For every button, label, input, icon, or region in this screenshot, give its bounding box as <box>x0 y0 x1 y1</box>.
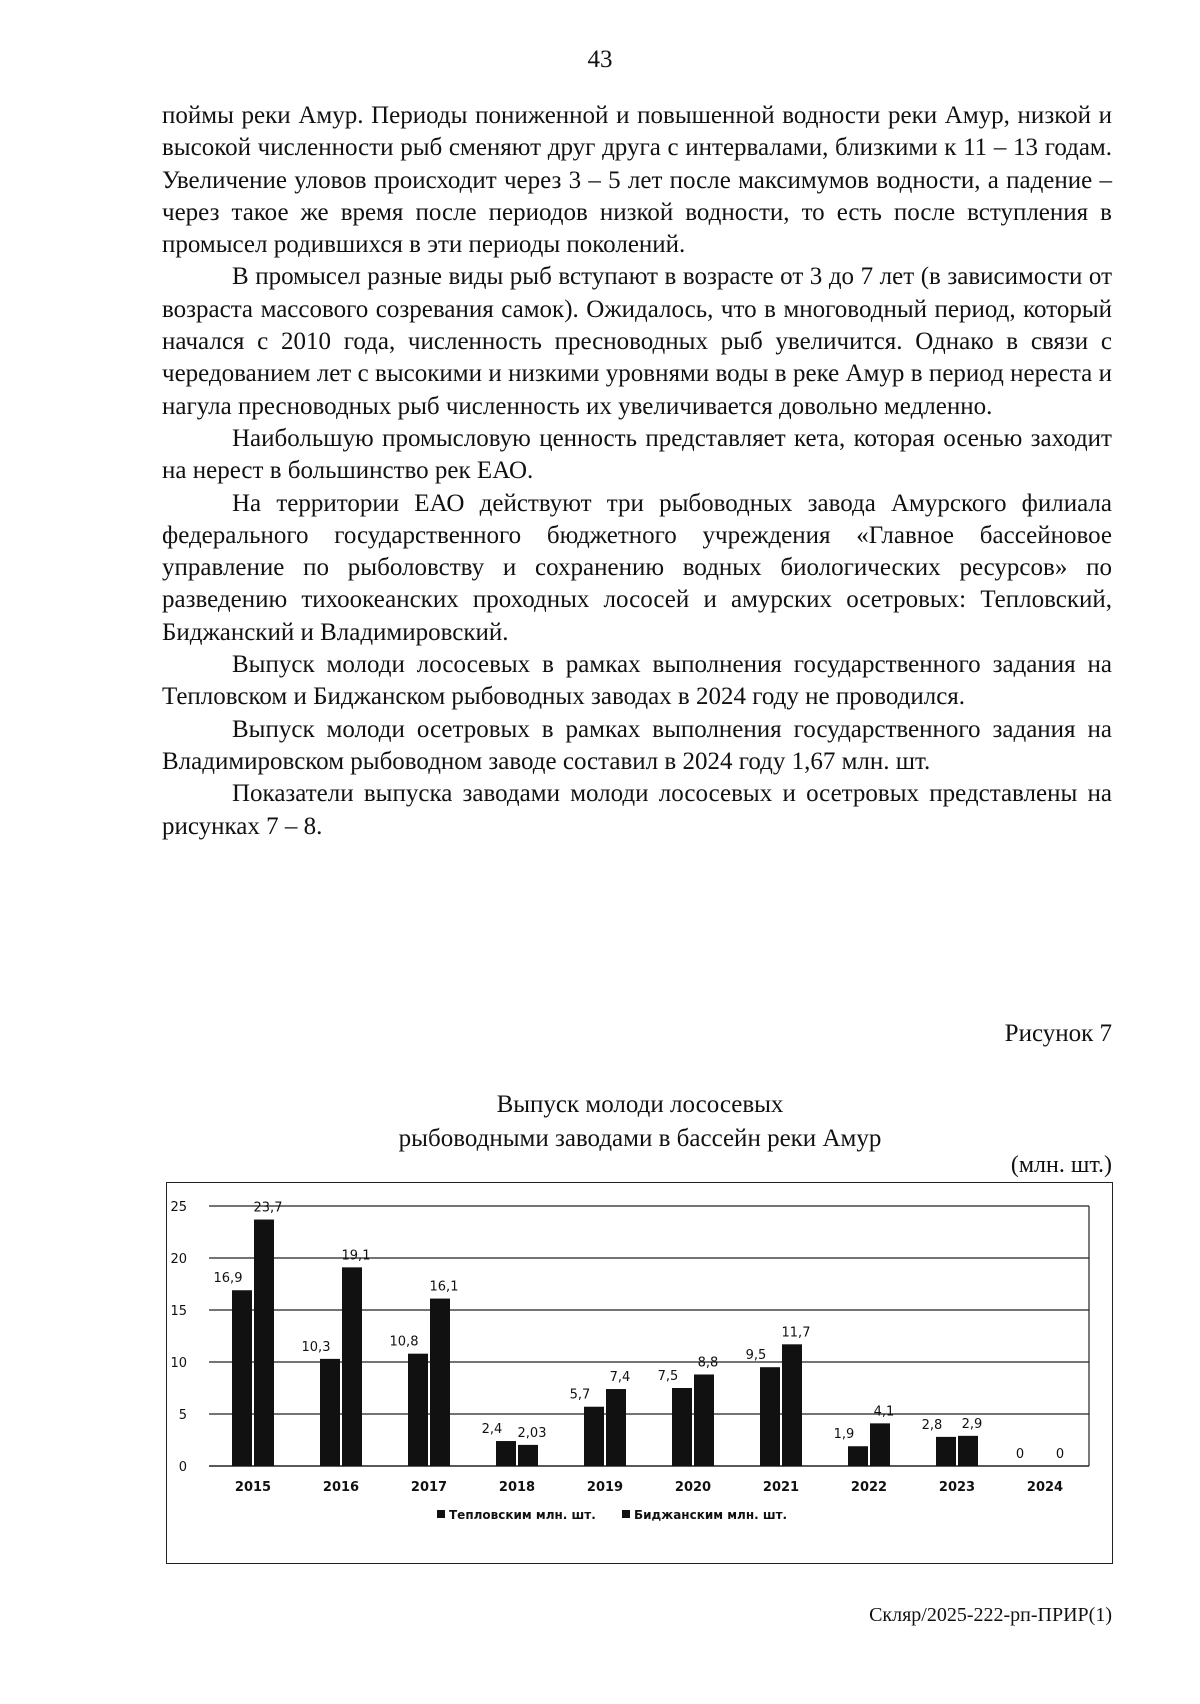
data-label: 0 <box>1015 1447 1025 1462</box>
data-label: 10,3 <box>301 1339 331 1355</box>
bar-bidzhansky <box>606 1389 626 1466</box>
bar-bidzhansky <box>958 1436 978 1466</box>
paragraph-4: На территории ЕАО действуют три рыбоводных завода Амурского филиала федерального государственного бюджетного учреждения «Главное бассейновое управление по рыболовству и сохранению водных биологических ресурсов» по разведению тихоокеанских проходных лососей и амурских осетровых: Тепловский, Биджанский и Владимировский. <box>162 489 1112 646</box>
x-tick-label: 2017 <box>410 1480 448 1495</box>
y-tick-label: 5 <box>178 1408 187 1423</box>
bar-teplovsky <box>672 1388 692 1466</box>
bar-teplovsky <box>760 1367 780 1466</box>
body-text <box>162 100 1112 843</box>
x-tick-label: 2015 <box>234 1480 272 1495</box>
y-tick-label: 15 <box>170 1304 187 1319</box>
bar-bidzhansky <box>694 1374 714 1466</box>
figure-label: Рисунок 7 <box>1004 1020 1112 1047</box>
bar-teplovsky <box>232 1290 252 1466</box>
bar-bidzhansky <box>342 1267 362 1466</box>
data-label: 4,1 <box>873 1404 895 1420</box>
x-tick-label: 2024 <box>1026 1480 1064 1495</box>
chart-title-line-2: рыбоводными заводами в бассейн реки Амур <box>398 1125 882 1152</box>
data-label: 2,03 <box>517 1425 547 1441</box>
legend-label: Биджанским млн. шт. <box>634 1508 788 1522</box>
chart-title <box>0 1088 1200 1156</box>
x-tick-label: 2018 <box>498 1480 536 1495</box>
x-tick-label: 2016 <box>322 1480 360 1495</box>
chart-frame <box>166 1182 1113 1564</box>
paragraph-7: Показатели выпуска заводами молоди лососевых и осетровых представлены на рисунках 7 – 8. <box>162 780 1112 840</box>
bar-teplovsky <box>584 1407 604 1466</box>
data-label: 9,5 <box>745 1348 767 1364</box>
paragraph-1: поймы реки Амур. Периоды пониженной и повышенной водности реки Амур, низкой и высокой численности рыб сменяют друг друга с интервалами, близкими к 11 – 13 годам. Увеличение уловов происходит через 3 – 5 лет после максимумов водности, а падение – через такое же время после периодов низкой водности, то есть после вступления в промысел родившихся в эти периоды поколений. <box>162 102 1112 259</box>
data-label: 16,9 <box>213 1271 243 1287</box>
bar-teplovsky <box>848 1446 868 1466</box>
legend-swatch <box>437 1510 445 1518</box>
data-label: 1,9 <box>833 1427 855 1443</box>
bar-bidzhansky <box>518 1445 538 1466</box>
data-label: 2,4 <box>481 1422 503 1438</box>
bar-teplovsky <box>936 1437 956 1466</box>
bar-chart <box>167 1183 1111 1562</box>
bar-teplovsky <box>320 1359 340 1466</box>
bar-bidzhansky <box>782 1344 802 1466</box>
y-tick-label: 25 <box>170 1200 187 1215</box>
bar-bidzhansky <box>254 1220 274 1466</box>
data-label: 7,4 <box>609 1370 631 1386</box>
chart-title-line-1: Выпуск молоди лососевых <box>496 1091 784 1118</box>
data-label: 7,5 <box>657 1369 679 1384</box>
data-label: 10,8 <box>389 1334 419 1350</box>
x-tick-label: 2020 <box>674 1480 712 1495</box>
legend-label: Тепловским млн. шт. <box>449 1508 596 1522</box>
data-label: 23,7 <box>253 1200 283 1216</box>
paragraph-3: Наибольшую промысловую ценность представляет кета, которая осенью заходит на нерест в большинство рек ЕАО. <box>162 424 1112 485</box>
data-label: 11,7 <box>781 1325 811 1341</box>
data-label: 5,7 <box>569 1387 591 1403</box>
bar-bidzhansky <box>870 1423 890 1466</box>
paragraph-6: Выпуск молоди осетровых в рамках выполнения государственного задания на Владимировском рыбоводном заводе составил в 2024 году 1,67 млн. шт. <box>162 715 1112 775</box>
bar-teplovsky <box>496 1441 516 1466</box>
y-tick-label: 0 <box>178 1460 187 1475</box>
x-tick-label: 2023 <box>938 1480 976 1495</box>
page-number: 43 <box>587 46 613 73</box>
data-label: 19,1 <box>341 1248 371 1264</box>
data-label: 2,8 <box>921 1417 943 1433</box>
data-label: 8,8 <box>697 1355 719 1371</box>
bar-bidzhansky <box>430 1299 450 1466</box>
paragraph-5: Выпуск молоди лососевых в рамках выполнения государственного задания на Тепловском и Биджанском рыбоводных заводах в 2024 году не проводился. <box>162 651 1112 711</box>
chart-units: (млн. шт.) <box>1010 1152 1112 1178</box>
legend-swatch <box>622 1510 630 1518</box>
data-label: 0 <box>1055 1447 1065 1462</box>
x-tick-label: 2021 <box>762 1480 800 1495</box>
y-tick-label: 20 <box>170 1252 187 1267</box>
data-label: 2,9 <box>961 1416 983 1432</box>
paragraph-2: В промысел разные виды рыб вступают в возрасте от 3 до 7 лет (в зависимости от возраста массового созревания самок). Ожидалось, что в многоводный период, который начался с 2010 года, численность пресноводных рыб увеличится. Однако в связи с чередованием лет с высокими и низкими уровнями воды в реке Амур в период нереста и нагула пресноводных рыб численность их увеличивается довольно медленно. <box>162 263 1112 420</box>
data-label: 16,1 <box>429 1279 459 1295</box>
x-tick-label: 2019 <box>586 1480 624 1495</box>
y-tick-label: 10 <box>170 1356 187 1371</box>
x-tick-label: 2022 <box>850 1480 888 1495</box>
footer-document-code: Скляр/2025-222-рп-ПРИР(1) <box>869 1604 1112 1626</box>
bar-teplovsky <box>408 1354 428 1466</box>
